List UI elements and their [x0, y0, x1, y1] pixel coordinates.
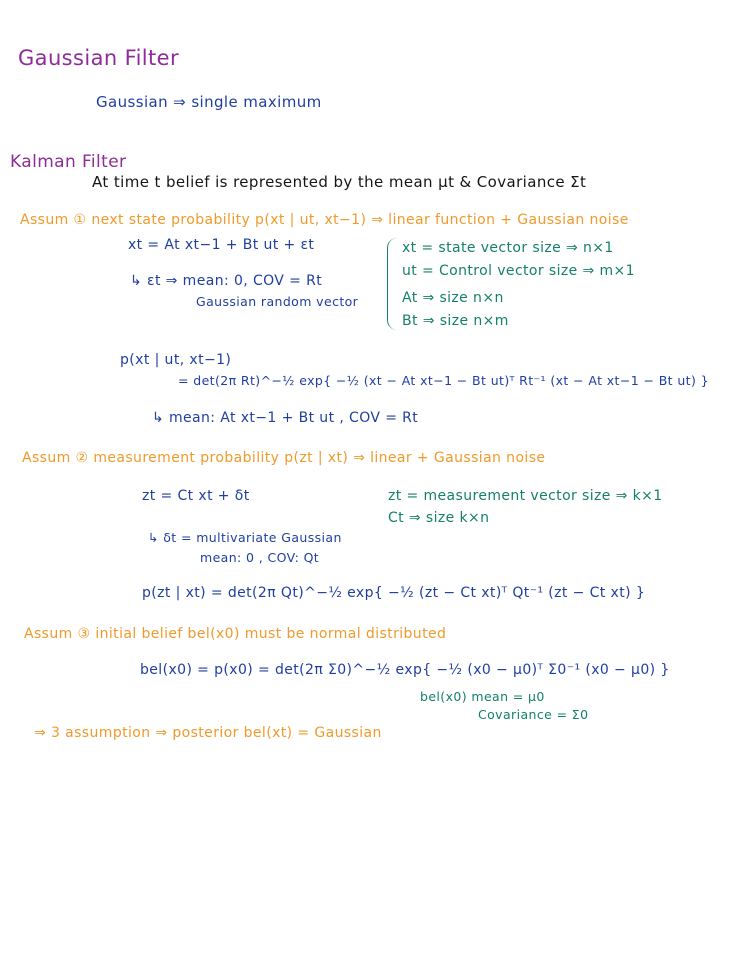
- measurement-equation: zt = Ct xt + δt: [142, 488, 250, 504]
- measurement-prob: p(zt | xt) = det(2π Qt)^−½ exp{ −½ (zt − Ct xt)ᵀ Qt⁻¹ (zt − Ct xt) }: [142, 585, 646, 601]
- kalman-intro-line: At time t belief is represented by the mean μt & Covariance Σt: [92, 173, 587, 191]
- definitions-brace: [387, 238, 400, 330]
- conclusion-line: ⇒ 3 assumption ⇒ posterior bel(xt) = Gaussian: [34, 725, 382, 741]
- assumption-2-label: Assum ② measurement probability p(zt | xt) ⇒ linear + Gaussian noise: [22, 450, 546, 466]
- transition-mean-cov: ↳ mean: At xt−1 + Bt ut , COV = Rt: [152, 410, 419, 426]
- state-transition-equation: xt = At xt−1 + Bt ut + εt: [128, 237, 315, 253]
- def-control-vector: ut = Control vector size ⇒ m×1: [402, 263, 635, 279]
- transition-prob-lhs: p(xt | ut, xt−1): [120, 352, 232, 368]
- delta-definition: ↳ δt = multivariate Gaussian: [148, 530, 342, 545]
- kalman-filter-heading: Kalman Filter: [10, 152, 127, 172]
- gaussian-single-maximum-note: Gaussian ⇒ single maximum: [96, 93, 322, 111]
- def-b-matrix: Bt ⇒ size n×m: [402, 313, 509, 329]
- def-a-matrix: At ⇒ size n×n: [402, 290, 504, 306]
- assumption-3-label: Assum ③ initial belief bel(x0) must be normal distributed: [24, 626, 447, 642]
- epsilon-definition: ↳ εt ⇒ mean: 0, COV = Rt: [130, 273, 323, 289]
- transition-prob-rhs: = det(2π Rt)^−½ exp{ −½ (xt − At xt−1 − Bt ut)ᵀ Rt⁻¹ (xt − At xt−1 − Bt ut) }: [178, 373, 709, 388]
- def-c-matrix: Ct ⇒ size k×n: [388, 510, 490, 526]
- page-title: Gaussian Filter: [18, 46, 180, 70]
- delta-mean-cov: mean: 0 , COV: Qt: [200, 550, 320, 565]
- initial-belief-equation: bel(x0) = p(x0) = det(2π Σ0)^−½ exp{ −½ (x0 − μ0)ᵀ Σ0⁻¹ (x0 − μ0) }: [140, 662, 670, 678]
- initial-belief-mean: bel(x0) mean = μ0: [420, 689, 545, 704]
- initial-belief-covariance: Covariance = Σ0: [478, 707, 589, 722]
- epsilon-note: Gaussian random vector: [196, 294, 359, 309]
- assumption-1-label: Assum ① next state probability p(xt | ut, xt−1) ⇒ linear function + Gaussian noise: [20, 212, 629, 228]
- def-measurement-vector: zt = measurement vector size ⇒ k×1: [388, 488, 663, 504]
- def-state-vector: xt = state vector size ⇒ n×1: [402, 240, 614, 256]
